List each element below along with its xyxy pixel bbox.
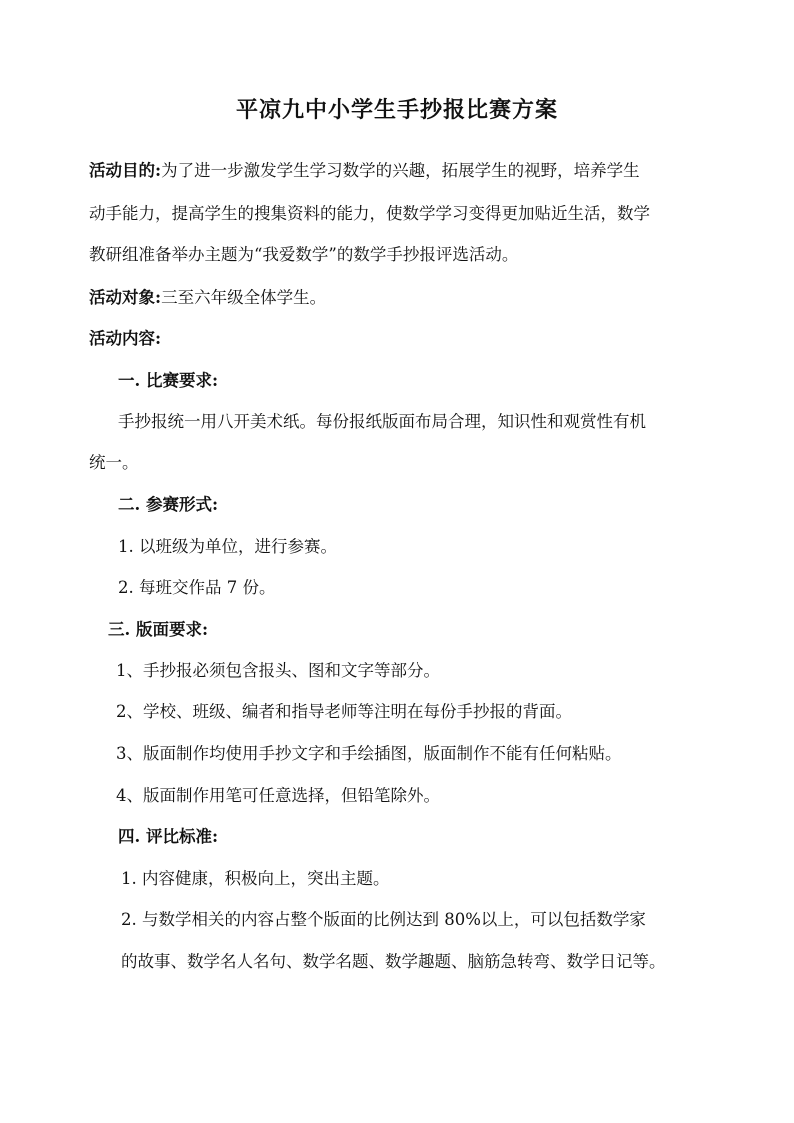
section-2-heading: 二. 参赛形式: (118, 495, 219, 514)
section-4-heading: 四. 评比标准: (118, 827, 219, 846)
purpose-line-2: 动手能力，提高学生的搜集资料的能力，使数学学习变得更加贴近生活，数学 (89, 204, 650, 223)
section-3-item-4: 4、版面制作用笔可任意选择，但铅笔除外。 (116, 786, 440, 805)
purpose-line-1 (89, 163, 640, 180)
section-4-item-3: 的故事、数学名人名句、数学名题、数学趣题、脑筋急转弯、数学日记等。 (121, 952, 666, 971)
section-3-heading: 三. 版面要求: (108, 620, 209, 639)
section-3-item-3: 3、版面制作均使用手抄文字和手绘插图，版面制作不能有任何粘贴。 (116, 744, 622, 763)
section-4-item-2: 2. 与数学相关的内容占整个版面的比例达到 80%以上，可以包括数学家 (121, 910, 646, 929)
section-1-heading: 一. 比赛要求: (118, 371, 219, 390)
content-label: 活动内容: (89, 329, 162, 348)
section-1-item-2: 统一。 (89, 453, 139, 472)
target-line (89, 290, 326, 307)
purpose-line-3: 教研组准备举办主题为“我爱数学”的数学手抄报评选活动。 (89, 245, 519, 264)
section-2-item-1: 1. 以班级为单位，进行参赛。 (118, 537, 337, 556)
section-1-item-1: 手抄报统一用八开美术纸。每份报纸版面布局合理，知识性和观赏性有机 (118, 412, 646, 431)
section-3-item-1: 1、手抄报必须包含报头、图和文字等部分。 (116, 661, 440, 680)
purpose-text-1: 为了进一步激发学生学习数学的兴趣，拓展学生的视野，培养学生 (161, 161, 640, 180)
document-title: 平凉九中小学生手抄报比赛方案 (235, 97, 558, 123)
section-2-item-2: 2. 每班交作品 7 份。 (118, 578, 276, 597)
purpose-label: 活动目的: (89, 161, 162, 180)
section-3-item-2: 2、学校、班级、编者和指导老师等注明在每份手抄报的背面。 (116, 702, 572, 721)
target-label: 活动对象: (89, 288, 162, 307)
target-text: 三至六年级全体学生。 (161, 288, 327, 307)
section-4-item-1: 1. 内容健康，积极向上，突出主题。 (121, 869, 390, 888)
